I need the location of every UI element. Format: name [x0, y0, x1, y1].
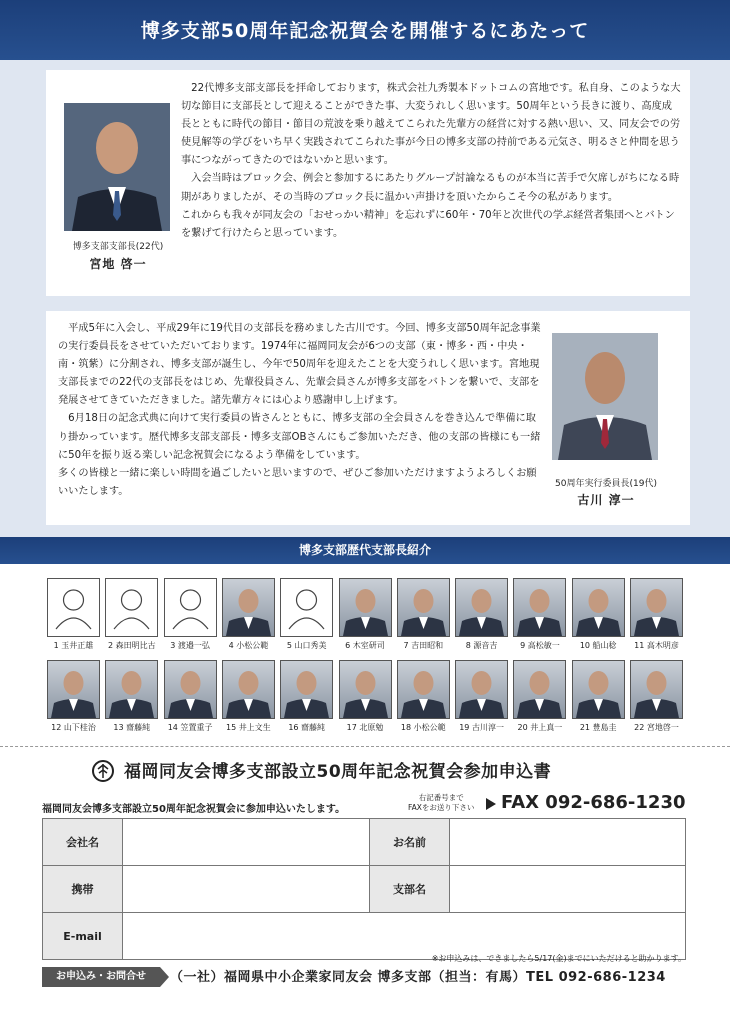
president-entry [513, 578, 566, 651]
president-name: 10 船山稔 [579, 641, 617, 650]
placeholder-person-icon [164, 578, 217, 637]
contact-tag: お申込み・お問合せ [42, 967, 160, 987]
president-name: 16 齋藤純 [288, 723, 326, 732]
president-photo [47, 660, 100, 719]
portrait-photo-furukawa [552, 333, 658, 460]
president-name: 17 北原勉 [346, 723, 384, 732]
president-name: 4 小松公範 [228, 641, 269, 650]
president-entry [105, 660, 158, 733]
arrow-right-icon [486, 798, 496, 810]
president-photo [630, 578, 683, 637]
president-entry [513, 660, 566, 733]
president-entry [572, 660, 625, 733]
president-name: 20 井上真一 [517, 723, 563, 732]
president-entry [339, 660, 392, 733]
company-field[interactable] [123, 819, 370, 866]
president-entry [47, 660, 100, 733]
president-photo [572, 578, 625, 637]
president-name: 6 木室研司 [345, 641, 385, 650]
greeting-paragraph: 入会当時はブロック会、例会と参加するにあたりグループ討論なるものが本当に苦手で欠席しがちになる時期がありましたが、その当時のブロック長に温かい声掛けを頂いたからこそ今の私があります。 [181, 173, 680, 203]
president-entry [397, 578, 450, 651]
president-name: 5 山口秀美 [286, 641, 327, 650]
fax-note [408, 793, 474, 813]
president-name: 18 小松公範 [400, 723, 446, 732]
president-entry [222, 578, 275, 651]
president-entry [630, 660, 683, 733]
president-name: 11 高木明彦 [634, 641, 679, 650]
association-logo-icon [92, 760, 114, 782]
greeting-paragraph: 22代博多支部支部長を拝命しております，株式会社九秀製本ドットコムの宮地です。私自身、このような大切な節目に支部長として迎えることができた事、大変うれしく思います。50周年という長きに渡り、高度成長とともに時代の節目・節目の荒波を乗り越えてこられた先輩方の経営に対する熱い思い、又、同友会での労使見解等の学びをいち早く実践されてこられた事が今日の博多支部の持前である元気さ、明るさと仲間を思う事につながってきたのではないかと思います。 [181, 83, 681, 167]
cut-line [0, 746, 730, 747]
president-entry [105, 578, 158, 651]
president-name: 21 豊島圭 [579, 723, 617, 732]
president-name: 7 吉田昭和 [403, 641, 444, 650]
mobile-field[interactable] [123, 866, 370, 913]
president-photo [513, 660, 566, 719]
contact-info: （一社）福岡県中小企業家同友会 博多支部（担当：有馬）TEL 092-686-1234 [170, 970, 666, 985]
placeholder-person-icon [47, 578, 100, 637]
president-photo [397, 578, 450, 637]
president-photo [630, 660, 683, 719]
president-name: 8 源音吉 [465, 641, 498, 650]
fax-number: FAX 092-686-1230 [501, 792, 686, 813]
deadline-note: ※お申込みは、できましたら5/17(金)までにいただけると助かります。 [431, 954, 686, 963]
president-name: 12 山下桂治 [51, 723, 96, 732]
president-photo [397, 660, 450, 719]
president-entry [164, 660, 217, 733]
president-entry [397, 660, 450, 733]
president-name: 9 高松敏一 [520, 641, 560, 650]
name-label-miyaji: 宮地 啓一 [89, 257, 147, 271]
president-entry [164, 578, 217, 651]
greeting-paragraph: 平成5年に入会し、平成29年に19代目の支部長を務めました古川です。今回、博多支部50周年記念事業の実行委員長をさせていただいております。1974年に福岡同友会が6つの支部（東・博多・西・中央・南・筑紫）に分割され、博多支部が誕生し、今年で50周年を迎えたことを大変うれしく思います。宮地現支部長までの22代の支部長をはじめ、先輩役員さん、先輩会員さんが博多支部をバトンを繋いで、支部を発展させてきていただきました。諸先輩方々には心より感謝申し上げます。 [58, 323, 541, 407]
president-photo [339, 660, 392, 719]
branch-label: 支部名 [370, 866, 450, 913]
president-name: 15 井上文生 [226, 723, 271, 732]
president-photo [222, 578, 275, 637]
fax-note-line: FAXをお送り下さい [408, 803, 475, 812]
application-form-table [42, 818, 686, 960]
name-label-furukawa: 古川 淳一 [577, 493, 635, 507]
president-entry [630, 578, 683, 651]
president-photo [513, 578, 566, 637]
president-photo [455, 660, 508, 719]
role-label-miyaji: 博多支部支部長(22代) [72, 242, 164, 252]
name-label: お名前 [370, 819, 450, 866]
placeholder-person-icon [105, 578, 158, 637]
president-entry [280, 660, 333, 733]
president-photo [280, 660, 333, 719]
president-name: 22 宮地啓一 [634, 723, 679, 732]
portrait-photo-miyaji [64, 103, 170, 231]
past-presidents-heading: 博多支部歴代支部長紹介 [0, 537, 730, 564]
company-label: 会社名 [43, 819, 123, 866]
president-photo [164, 660, 217, 719]
president-photo [572, 660, 625, 719]
greeting-paragraph: これからも我々が同友会の「おせっかい精神」を忘れずに60年・70年と次世代の学ぶ経営者集団へとバトンを繋げて行けたらと思っています。 [181, 209, 675, 239]
branch-field[interactable] [450, 866, 686, 913]
president-name: 14 笠置重子 [167, 723, 213, 732]
president-name: 1 玉井正雄 [53, 641, 94, 650]
president-entry [455, 660, 508, 733]
president-entry [572, 578, 625, 651]
placeholder-person-icon [280, 578, 333, 637]
greeting-paragraph: 多くの皆様と一緒に楽しい時間を過ごしたいと思いますので、ぜひご参加いただけますようよろしくお願いいたします。 [58, 467, 537, 497]
president-name: 3 渡邉一弘 [170, 641, 210, 650]
greeting-text-miyaji [181, 80, 681, 243]
page-title: 博多支部50周年記念祝賀会を開催するにあたって [0, 0, 730, 60]
email-label: E-mail [43, 913, 123, 960]
president-entry [280, 578, 333, 651]
form-title: 福岡同友会博多支部設立50周年記念祝賀会参加申込書 [124, 762, 552, 782]
president-entry [222, 660, 275, 733]
president-entry [47, 578, 100, 651]
name-field[interactable] [450, 819, 686, 866]
president-photo [339, 578, 392, 637]
president-photo [105, 660, 158, 719]
form-intro: 福岡同友会博多支部設立50周年記念祝賀会に参加申込いたします。 [42, 804, 346, 815]
mobile-label: 携帯 [43, 866, 123, 913]
role-label-furukawa: 50周年実行委員長(19代) [555, 479, 657, 489]
president-name: 19 古川淳一 [459, 723, 504, 732]
greeting-text-furukawa [58, 320, 546, 501]
greeting-paragraph: 6月18日の記念式典に向けて実行委員の皆さんとともに、博多支部の全会員さんを巻き込んで準備に取り掛かっています。歴代博多支部支部長・博多支部OBさんにもご参加いただき、他の支部の皆様にも一緒に50年を振り返る楽しい記念祝賀会になるよう準備をしています。 [58, 413, 541, 461]
president-name: 2 森田明比古 [107, 641, 156, 650]
president-entry [339, 578, 392, 651]
fax-note-line: 右記番号まで [418, 793, 464, 802]
president-name: 13 齋藤純 [113, 723, 151, 732]
president-entry [455, 578, 508, 651]
president-photo [455, 578, 508, 637]
president-photo [222, 660, 275, 719]
